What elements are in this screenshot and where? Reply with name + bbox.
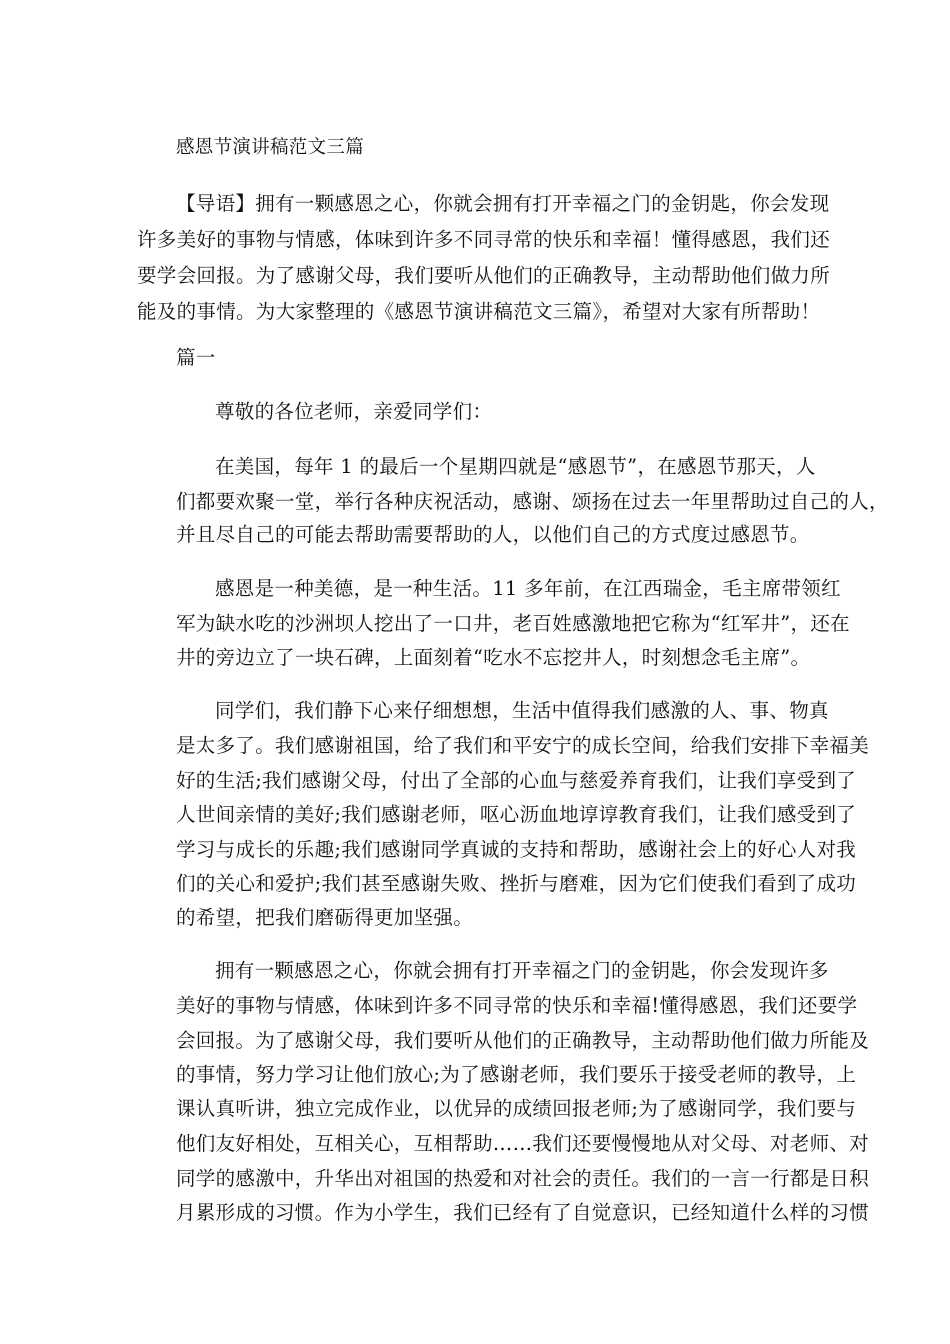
intro-line-2: 许多美好的事物与情感，体味到许多不同寻常的快乐和幸福！懂得感恩，我们还 bbox=[137, 228, 831, 251]
paragraph3-line-7: 的希望，把我们磨砺得更加坚强。 bbox=[176, 906, 474, 929]
paragraph3-line-2: 是太多了。我们感谢祖国，给了我们和平安宁的成长空间，给我们安排下幸福美 bbox=[176, 734, 870, 757]
paragraph3-line-6: 们的关心和爱护;我们甚至感谢失败、挫折与磨难，因为它们使我们看到了成功 bbox=[176, 872, 857, 895]
paragraph3-line-4: 人世间亲情的美好;我们感谢老师，呕心沥血地谆谆教育我们，让我们感受到了 bbox=[176, 803, 857, 826]
paragraph1-line-1: 在美国，每年 1 的最后一个星期四就是“感恩节”，在感恩节那天，人 bbox=[215, 455, 816, 478]
paragraph1-line-2: 们都要欢聚一堂，举行各种庆祝活动，感谢、颂扬在过去一年里帮助过自己的人， bbox=[176, 490, 889, 513]
paragraph3-line-3: 好的生活;我们感谢父母，付出了全部的心血与慈爱养育我们，让我们享受到了 bbox=[176, 769, 857, 792]
paragraph4-line-8: 月累形成的习惯。作为小学生，我们已经有了自觉意识，已经知道什么样的习惯 bbox=[176, 1201, 870, 1224]
paragraph4-line-3: 会回报。为了感谢父母，我们要听从他们的正确教导，主动帮助他们做力所能及 bbox=[176, 1029, 870, 1052]
paragraph4-line-5: 课认真听讲，独立完成作业，以优异的成绩回报老师;为了感谢同学，我们要与 bbox=[176, 1097, 857, 1120]
paragraph2-line-1: 感恩是一种美德，是一种生活。11 多年前，在江西瑞金，毛主席带领红 bbox=[215, 577, 841, 600]
paragraph3-line-5: 学习与成长的乐趣;我们感谢同学真诚的支持和帮助，感谢社会上的好心人对我 bbox=[176, 838, 857, 861]
section-heading: 篇一 bbox=[176, 346, 216, 369]
document-title: 感恩节演讲稿范文三篇 bbox=[176, 137, 365, 158]
paragraph2-line-3: 井的旁边立了一块石碑，上面刻着“吃水不忘挖井人，时刻想念毛主席”。 bbox=[176, 646, 811, 669]
paragraph4-line-2: 美好的事物与情感，体味到许多不同寻常的快乐和幸福!懂得感恩，我们还要学 bbox=[176, 994, 858, 1017]
intro-line-1: 【导语】拥有一颗感恩之心，你就会拥有打开幸福之门的金钥匙，你会发现 bbox=[176, 192, 830, 215]
paragraph4-line-7: 同学的感激中，升华出对祖国的热爱和对社会的责任。我们的一言一行都是日积 bbox=[176, 1167, 870, 1190]
paragraph3-line-1: 同学们，我们静下心来仔细想想，生活中值得我们感激的人、事、物真 bbox=[215, 699, 829, 722]
intro-line-4: 能及的事情。为大家整理的《感恩节演讲稿范文三篇》，希望对大家有所帮助！ bbox=[137, 300, 821, 323]
paragraph4-line-6: 他们友好相处，互相关心，互相帮助……我们还要慢慢地从对父母、对老师、对 bbox=[176, 1132, 870, 1155]
paragraph4-line-1: 拥有一颗感恩之心，你就会拥有打开幸福之门的金钥匙，你会发现许多 bbox=[215, 959, 829, 982]
intro-line-3: 要学会回报。为了感谢父母，我们要听从他们的正确教导，主动帮助他们做力所 bbox=[137, 264, 831, 287]
salutation: 尊敬的各位老师，亲爱同学们： bbox=[215, 400, 493, 423]
paragraph1-line-3: 并且尽自己的可能去帮助需要帮助的人，以他们自己的方式度过感恩节。 bbox=[176, 523, 810, 546]
paragraph2-line-2: 军为缺水吃的沙洲坝人挖出了一口井，老百姓感激地把它称为“红军井”，还在 bbox=[176, 612, 850, 635]
paragraph4-line-4: 的事情，努力学习让他们放心;为了感谢老师，我们要乐于接受老师的教导，上 bbox=[176, 1063, 857, 1086]
